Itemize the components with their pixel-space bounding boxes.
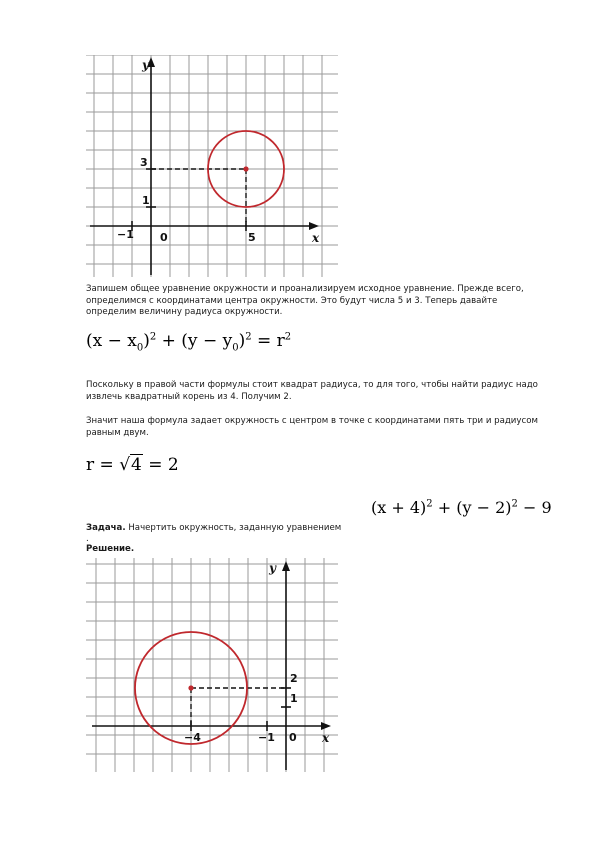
formula-part: + (y − 2) — [432, 498, 512, 517]
tick-label-2: 2 — [290, 672, 298, 685]
tick-label-3: 3 — [140, 156, 148, 169]
sqrt-sign: √ — [119, 455, 131, 475]
y-axis-label: y — [269, 561, 276, 575]
tick-label-1: 1 — [290, 692, 298, 705]
center-point — [188, 685, 193, 690]
x-axis-arrow — [321, 722, 331, 730]
tick-label-0: 0 — [289, 731, 297, 744]
sqrt-radicand: 4 — [131, 455, 142, 475]
formula-part: + (y − y — [156, 331, 233, 351]
solution-label: Решение. — [86, 544, 135, 554]
tick-label-neg1: −1 — [117, 228, 134, 241]
x-axis-label: x — [322, 731, 330, 745]
formula-part: = 2 — [142, 455, 179, 475]
formula-sup: 2 — [284, 331, 292, 343]
grid — [86, 55, 338, 277]
ticks — [191, 688, 291, 731]
paragraph-radius: Поскольку в правой части формулы стоит квадрат радиуса, то для того, чтобы найти радиус надо извлечь квадратный корень из 4. Получим 2. — [86, 380, 538, 402]
tick-label-0: 0 — [160, 231, 168, 244]
x-axis-label: x — [312, 231, 320, 245]
task-line — [86, 523, 548, 535]
tick-label-neg4: −4 — [184, 731, 201, 744]
formula-sub: 0 — [232, 342, 239, 354]
formula-radius — [86, 455, 179, 475]
paragraph-intro: Запишем общее уравнение окружности и проанализируем исходное уравнение. Прежде всего, определимся с координатами центра окружности. Это будут числа 5 и 3. Теперь давайте определим величину радиуса окружности. — [86, 284, 524, 317]
formula-task-equation — [371, 498, 552, 517]
formula-part: (x − x — [86, 331, 137, 351]
dashed-guides — [151, 169, 246, 226]
formula-sup: 2 — [511, 498, 518, 510]
y-axis-label: y — [142, 58, 149, 72]
y-axis-arrow — [282, 561, 290, 571]
formula-part: ) — [143, 331, 150, 351]
tick-label-5: 5 — [248, 231, 256, 244]
formula-sup: 2 — [149, 331, 157, 343]
tick-label-1: 1 — [142, 194, 150, 207]
dashed-guides — [191, 688, 286, 726]
formula-sup: 2 — [426, 498, 433, 510]
formula-circle-general — [86, 331, 291, 353]
x-axis-arrow — [309, 222, 319, 230]
formula-part: (x + 4) — [371, 498, 427, 517]
formula-part: r = — [86, 455, 120, 475]
formula-part: ) — [238, 331, 246, 351]
formula-sub: 0 — [136, 342, 144, 354]
task-dot: . — [86, 534, 89, 544]
graph-circle-center-neg4-2 — [86, 558, 338, 772]
formula-sup: 2 — [245, 331, 252, 343]
center-point — [243, 166, 248, 171]
tick-label-neg1: −1 — [258, 731, 275, 744]
formula-part: − 9 — [517, 498, 552, 517]
graph-circle-center-5-3 — [86, 55, 338, 277]
formula-part: = r — [251, 331, 285, 351]
task-label: Задача. — [86, 523, 126, 533]
paragraph-conclusion: Значит наша формула задает окружность с центром в точке с координатами пять три и радиусом равным двум. — [86, 416, 538, 438]
task-text: Начертить окружность, заданную уравнением — [125, 523, 342, 533]
